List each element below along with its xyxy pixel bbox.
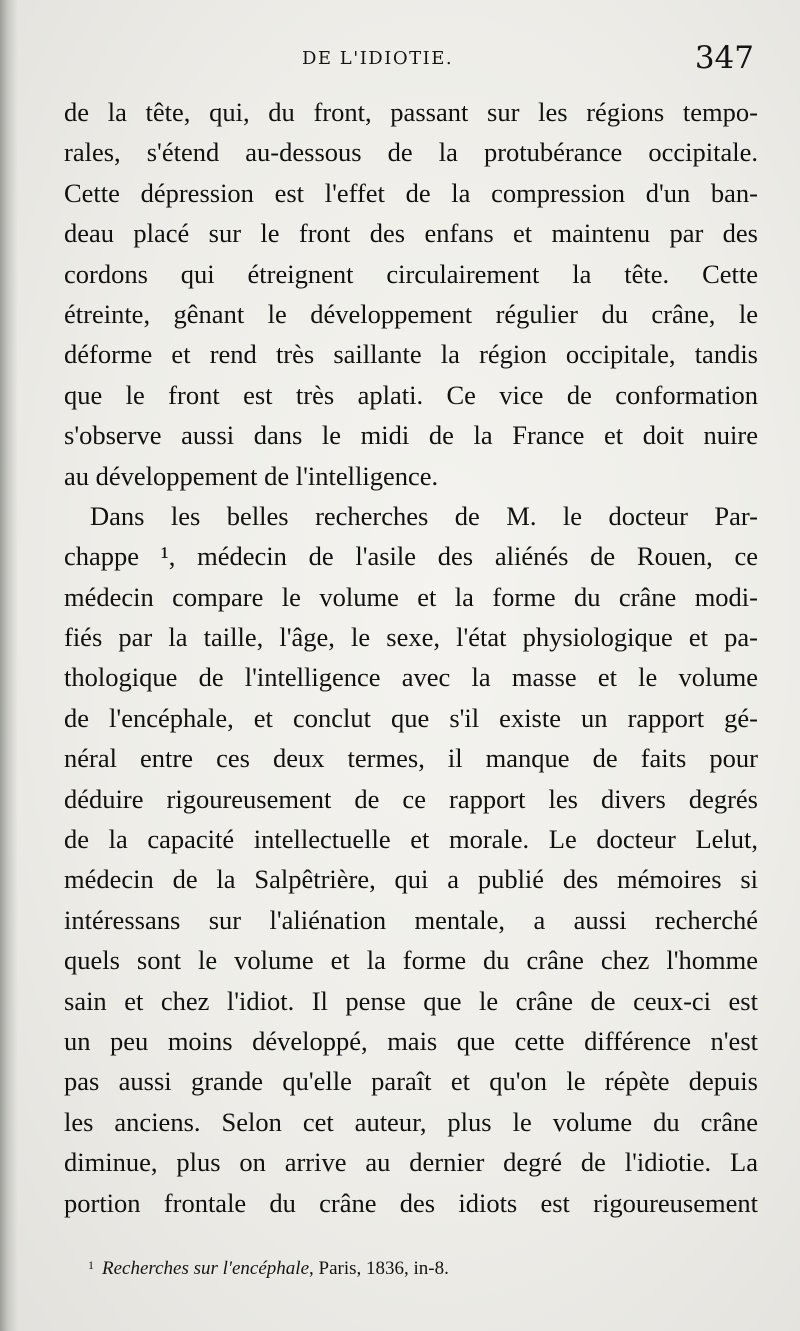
page-header bbox=[64, 40, 758, 90]
text-line: pas aussi grande qu'elle paraît et qu'on le répète depuis bbox=[64, 1066, 758, 1097]
text-line: néral entre ces deux termes, il manque de faits pour bbox=[64, 743, 758, 774]
text-line: portion frontale du crâne des idiots est rigoureusement bbox=[64, 1187, 758, 1218]
footnote-details: , Paris, 1836, in-8. bbox=[309, 1258, 449, 1279]
text-line: Cette dépression est l'effet de la compression d'un ban- bbox=[64, 177, 758, 208]
text-line: un peu moins développé, mais que cette différence n'est bbox=[64, 1025, 758, 1056]
page-gutter-shadow bbox=[0, 0, 18, 1331]
text-line: Dans les belles recherches de M. le docteur Par- bbox=[90, 500, 758, 531]
text-line: au développement de l'intelligence. bbox=[64, 460, 439, 491]
text-line: étreinte, gênant le développement régulier du crâne, le bbox=[64, 298, 758, 329]
body-text bbox=[64, 92, 758, 1223]
text-line: déduire rigoureusement de ce rapport les divers degrés bbox=[64, 783, 758, 814]
footnote bbox=[88, 1258, 449, 1280]
text-line: de la tête, qui, du front, passant sur les régions tempo- bbox=[64, 97, 758, 127]
text-line: deau placé sur le front des enfans et maintenu par des bbox=[64, 218, 758, 249]
text-line: fiés par la taille, l'âge, le sexe, l'état physiologique et pa- bbox=[64, 622, 758, 653]
text-line: cordons qui étreignent circulairement la tête. Cette bbox=[64, 258, 758, 289]
text-line: de la capacité intellectuelle et morale. Le docteur Lelut, bbox=[64, 824, 758, 855]
text-line: s'observe aussi dans le midi de la France et doit nuire bbox=[64, 420, 758, 451]
text-line: quels sont le volume et la forme du crâne chez l'homme bbox=[64, 945, 758, 976]
text-line: diminue, plus on arrive au dernier degré de l'idiotie. La bbox=[64, 1147, 758, 1178]
text-line: que le front est très aplati. Ce vice de conformation bbox=[64, 379, 758, 410]
text-line: rales, s'étend au-dessous de la protubérance occipitale. bbox=[64, 137, 758, 168]
page-number: 347 bbox=[694, 40, 754, 76]
text-line: chappe ¹, médecin de l'asile des aliénés de Rouen, ce bbox=[64, 541, 758, 572]
footnote-title: Recherches sur l'encéphale bbox=[102, 1258, 309, 1279]
text-line: sain et chez l'idiot. Il pense que le crâne de ceux-ci est bbox=[64, 985, 758, 1016]
text-line: médecin compare le volume et la forme du crâne modi- bbox=[64, 581, 758, 612]
text-line: les anciens. Selon cet auteur, plus le volume du crâne bbox=[64, 1106, 758, 1137]
text-line: thologique de l'intelligence avec la masse et le volume bbox=[64, 662, 758, 693]
text-line: déforme et rend très saillante la région occipitale, tandis bbox=[64, 339, 758, 370]
text-line: de l'encéphale, et conclut que s'il existe un rapport gé- bbox=[64, 702, 758, 733]
running-head: DE L'IDIOTIE. bbox=[302, 48, 454, 69]
text-line: intéressans sur l'aliénation mentale, a aussi recherché bbox=[64, 904, 758, 935]
text-line: médecin de la Salpêtrière, qui a publié des mémoires si bbox=[64, 864, 758, 895]
footnote-marker: 1 bbox=[88, 1258, 94, 1272]
